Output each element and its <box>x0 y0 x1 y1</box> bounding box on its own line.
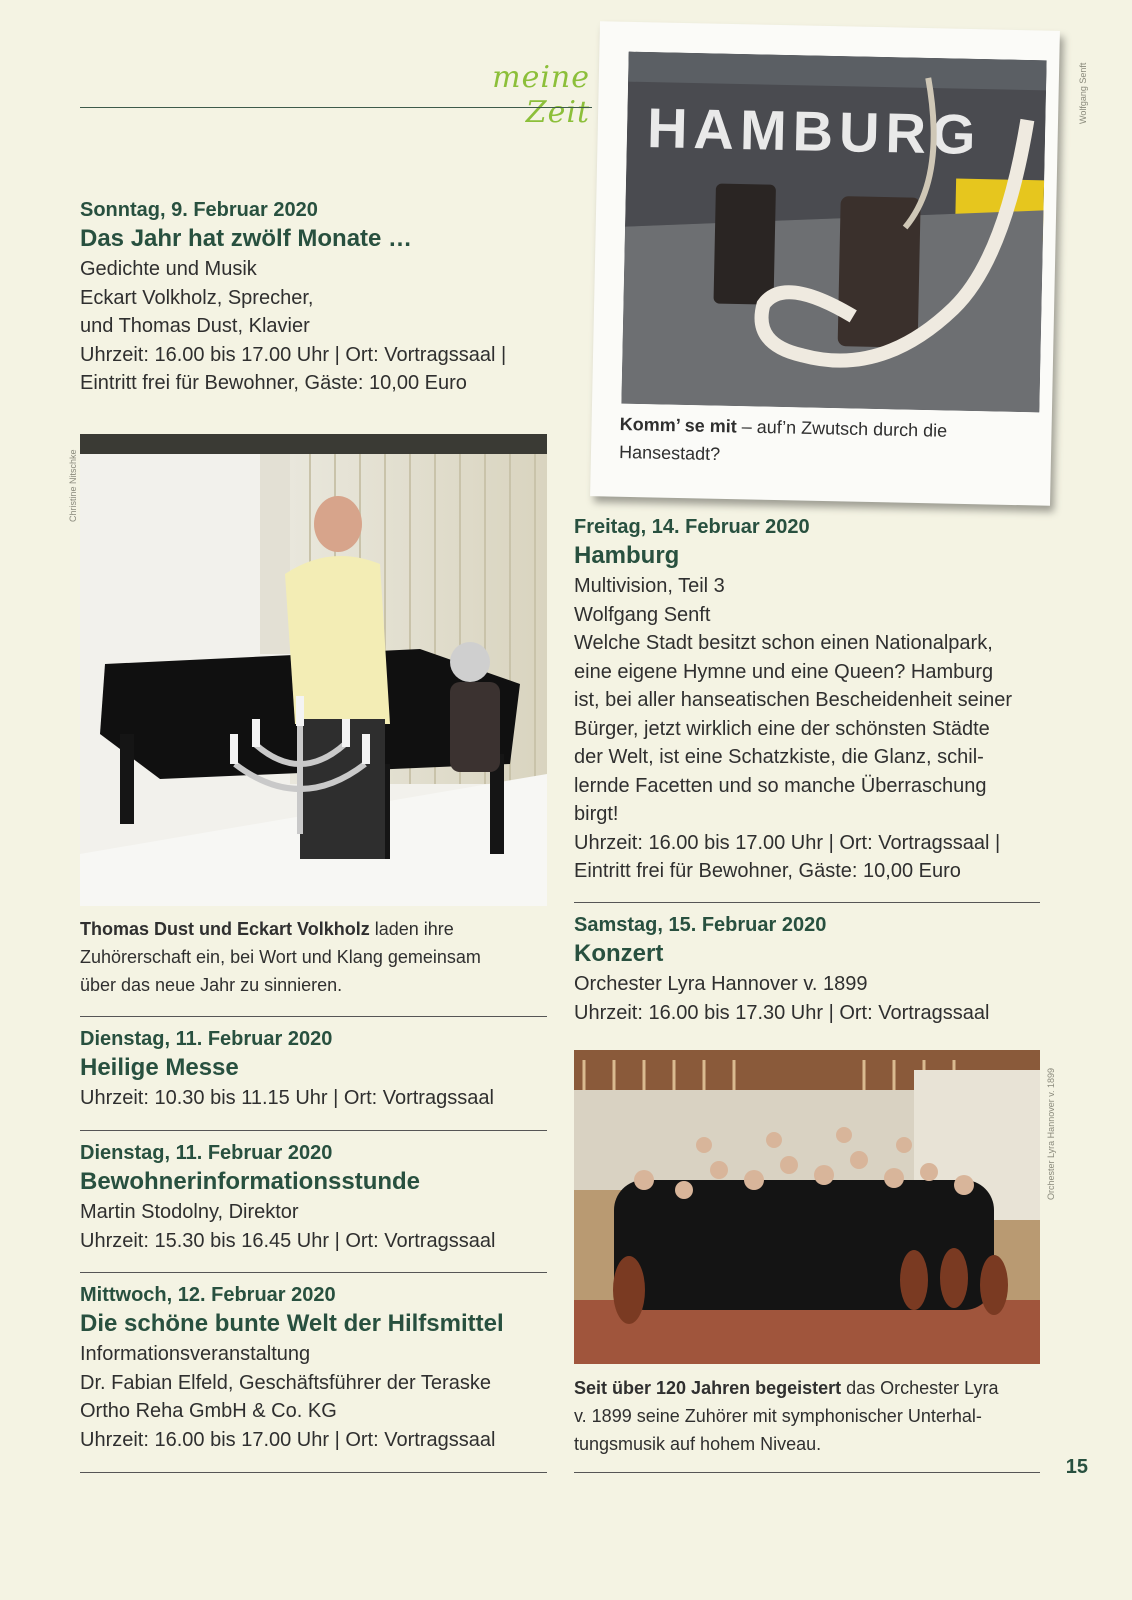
event-line: Wolfgang Senft <box>574 603 711 626</box>
event-line: Uhrzeit: 15.30 bis 16.45 Uhr | Ort: Vortragssaal <box>80 1229 496 1252</box>
event-line: und Thomas Dust, Klavier <box>80 315 310 337</box>
page-number: 15 <box>1065 1456 1088 1478</box>
caption-line: über das neue Jahr zu sinnieren. <box>80 975 343 995</box>
event-block <box>574 514 1054 886</box>
event-line: Martin Stodolny, Direktor <box>80 1201 299 1223</box>
event-line: Bürger, jetzt wirklich eine der schönsten Städte <box>574 717 990 740</box>
event-line: Uhrzeit: 10.30 bis 11.15 Uhr | Ort: Vortragssaal <box>80 1087 494 1109</box>
event-block <box>574 912 1054 1027</box>
event-date: Dienstag, 11. Februar 2020 <box>80 1028 333 1050</box>
event-title: Die schöne bunte Welt der Hilfsmittel <box>80 1310 504 1337</box>
orchestra-photo-illustration <box>574 1050 1040 1364</box>
event-title: Hamburg <box>574 542 680 569</box>
event-line: eine eigene Hymne und eine Queen? Hamburg <box>574 660 994 683</box>
caption-bold: Seit über 120 Jahren begeistert <box>574 1378 842 1398</box>
event-date: Dienstag, 11. Februar 2020 <box>80 1142 333 1164</box>
event-date: Mittwoch, 12. Februar 2020 <box>80 1284 336 1306</box>
event-line: Eckart Volkholz, Sprecher, <box>80 286 314 309</box>
event-block <box>80 1282 560 1454</box>
event-line: der Welt, ist eine Schatzkiste, die Glanz, schil- <box>574 746 984 768</box>
event-line: Uhrzeit: 16.00 bis 17.00 Uhr | Ort: Vortragssaal | <box>574 831 1001 854</box>
event-date: Freitag, 14. Februar 2020 <box>574 516 810 538</box>
event-title: Das Jahr hat zwölf Monate … <box>80 225 413 252</box>
photo-caption <box>574 1374 1044 1458</box>
polaroid-caption <box>619 410 1020 474</box>
event-line: ist, bei aller hanseatischen Bescheidenheit seiner <box>574 689 1013 711</box>
section-divider <box>80 1016 547 1017</box>
event-line: Multivision, Teil 3 <box>574 575 725 597</box>
photo-caption <box>80 915 550 999</box>
section-divider <box>574 902 1040 903</box>
event-block <box>80 1026 550 1113</box>
event-line: Ortho Reha GmbH & Co. KG <box>80 1400 337 1422</box>
event-date: Sonntag, 9. Februar 2020 <box>80 199 318 221</box>
event-block <box>80 1140 550 1255</box>
caption-text: laden ihre <box>369 919 454 939</box>
event-line: Uhrzeit: 16.00 bis 17.00 Uhr | Ort: Vortragssaal | <box>80 343 507 366</box>
event-date: Samstag, 15. Februar 2020 <box>574 914 827 936</box>
event-title: Heilige Messe <box>80 1054 239 1081</box>
caption-line: Hansestadt? <box>618 441 721 465</box>
header-divider <box>80 107 592 108</box>
event-line: lernde Facetten und so manche Überraschung <box>574 774 987 797</box>
caption-line: v. 1899 seine Zuhörer mit symphonischer Unterhal- <box>574 1406 982 1426</box>
event-line: Eintritt frei für Bewohner, Gäste: 10,00 Euro <box>574 860 961 882</box>
caption-bold: Komm’ se mit <box>619 413 737 437</box>
section-divider <box>574 1472 1040 1473</box>
concert-photo <box>80 434 547 906</box>
concert-photo-illustration <box>80 434 547 906</box>
photo-credit: Orchester Lyra Hannover v. 1899 <box>1046 1067 1056 1200</box>
caption-line: tungsmusik auf hohem Niveau. <box>574 1434 822 1454</box>
caption-line: Zuhörerschaft ein, bei Wort und Klang gemeinsam <box>80 947 481 967</box>
hamburg-photo <box>621 52 1046 413</box>
photo-credit: Christine Nitschke <box>68 449 78 522</box>
ship-name-sign: HAMBURG <box>646 96 983 167</box>
event-title: Bewohnerinformationsstunde <box>80 1168 421 1195</box>
photo-credit: Wolfgang Senft <box>1078 62 1088 124</box>
event-block <box>80 197 560 398</box>
caption-bold: Thomas Dust und Eckart Volkholz <box>80 919 370 939</box>
event-line: birgt! <box>574 803 619 825</box>
event-line: Dr. Fabian Elfeld, Geschäftsführer der Teraske <box>80 1371 491 1394</box>
section-divider <box>80 1130 547 1131</box>
event-line: Informationsveranstaltung <box>80 1343 311 1365</box>
event-line: Eintritt frei für Bewohner, Gäste: 10,00 Euro <box>80 372 467 394</box>
brand-logo: meine Zeit <box>492 60 590 130</box>
event-line: Gedichte und Musik <box>80 258 257 280</box>
event-line: Orchester Lyra Hannover v. 1899 <box>574 973 868 995</box>
event-line: Welche Stadt besitzt schon einen Nationalpark, <box>574 632 993 654</box>
caption-text: – auf’n Zwutsch durch die <box>736 416 948 441</box>
hamburg-photo-illustration <box>621 52 1046 413</box>
event-line: Uhrzeit: 16.00 bis 17.00 Uhr | Ort: Vortragssaal <box>80 1428 496 1451</box>
section-divider <box>80 1272 547 1273</box>
caption-text: das Orchester Lyra <box>841 1378 999 1398</box>
event-line: Uhrzeit: 16.00 bis 17.30 Uhr | Ort: Vortragssaal <box>574 1001 990 1024</box>
section-divider <box>80 1472 547 1473</box>
event-title: Konzert <box>574 940 664 967</box>
orchestra-photo <box>574 1050 1040 1364</box>
